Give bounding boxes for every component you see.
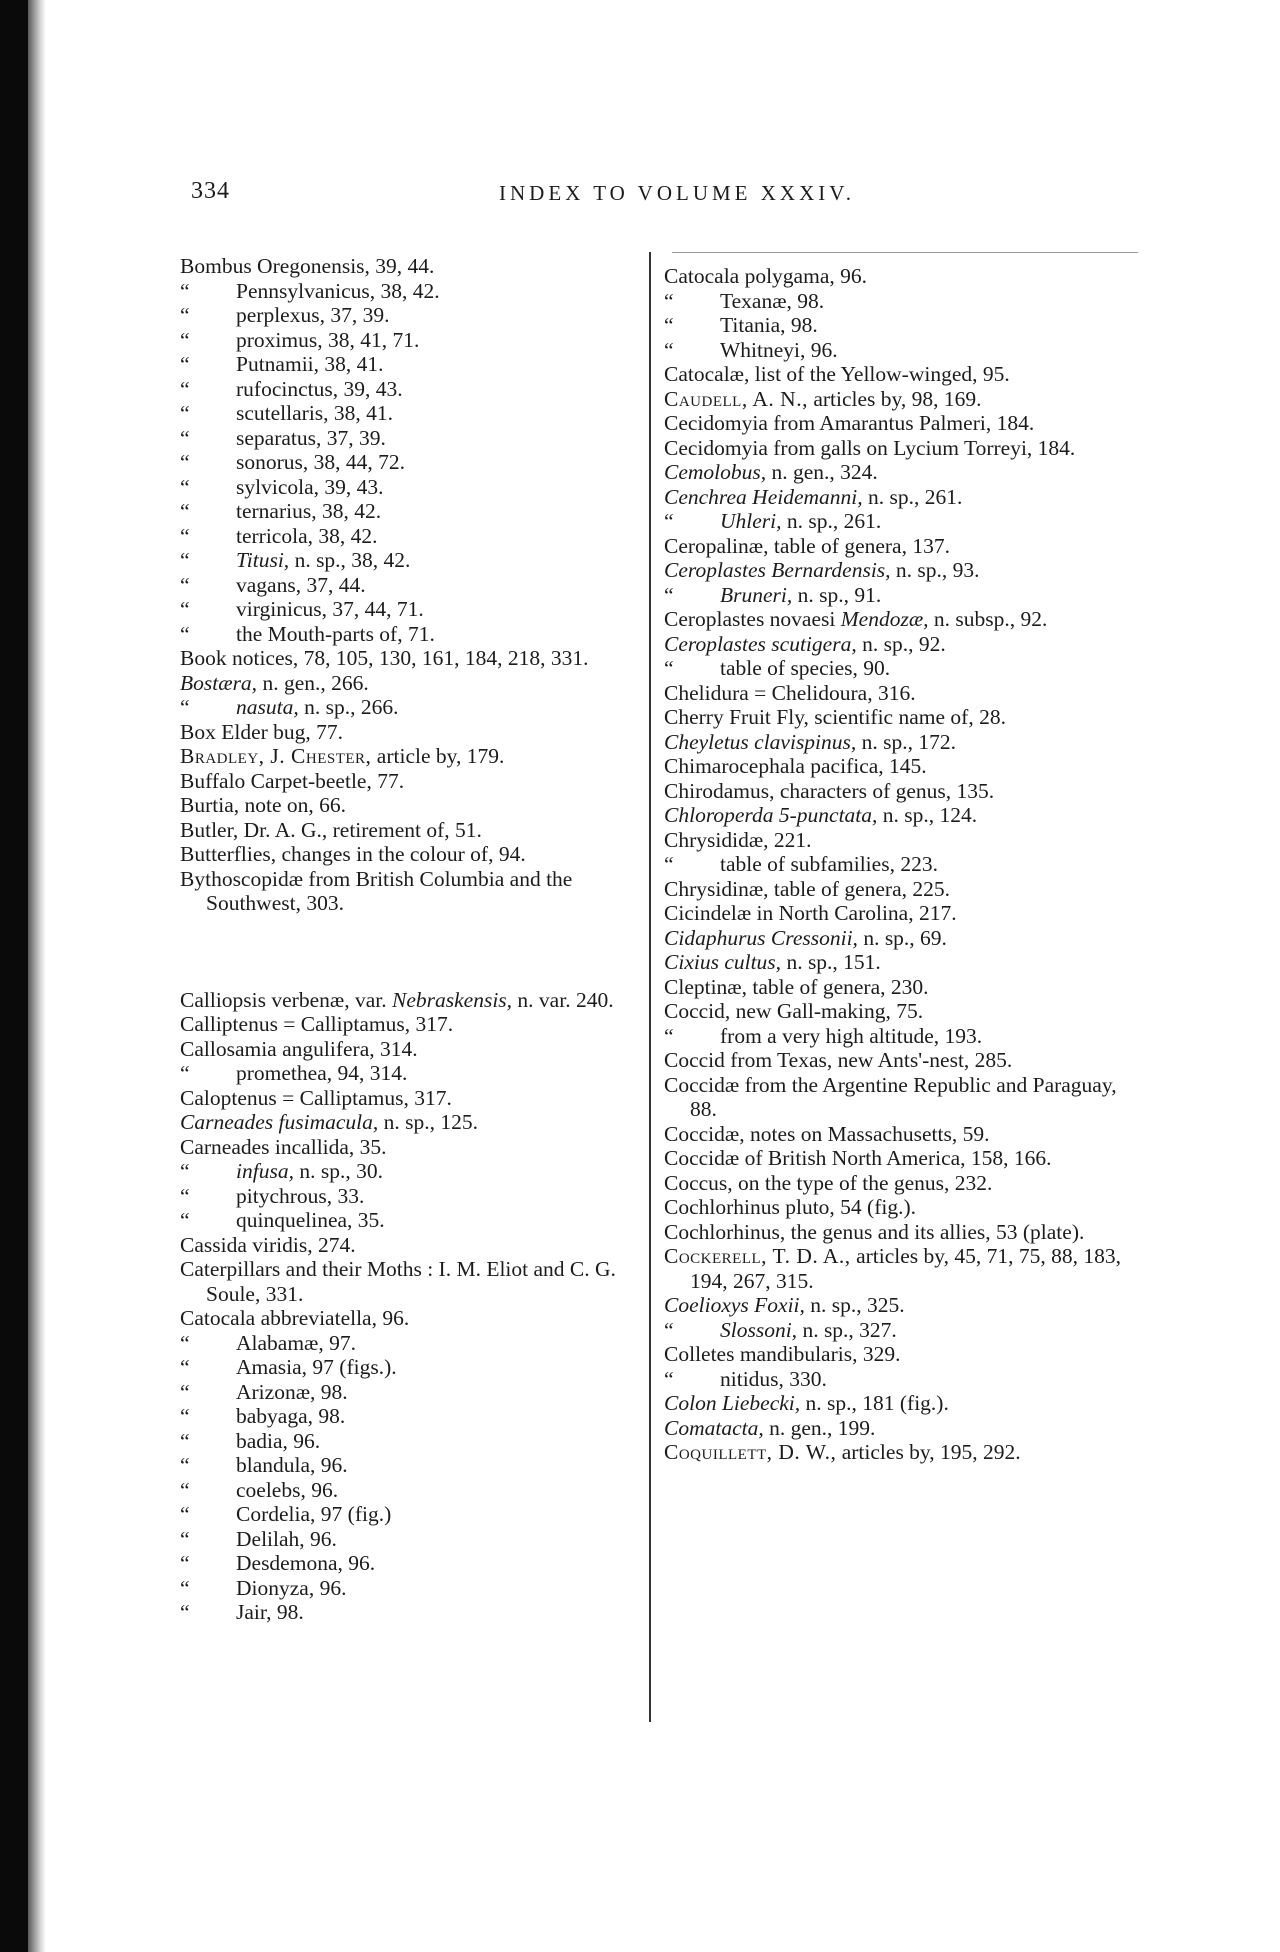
entry-text: Coccidæ from the Argentine Republic and Paraguay, 88.	[664, 1072, 1117, 1121]
italic-term: Titusi,	[236, 548, 290, 572]
entry-text: articles by, 195, 292.	[836, 1440, 1021, 1464]
index-entry	[180, 1110, 640, 1135]
entry-text: Colletes mandibularis, 329.	[664, 1342, 901, 1366]
index-entry	[664, 1220, 1140, 1245]
entry-text: separatus, 37, 39.	[236, 425, 386, 450]
ditto-mark: “	[664, 288, 674, 313]
index-subentry	[180, 1600, 640, 1625]
entry-text: Carneades incallida, 35.	[180, 1134, 387, 1159]
index-subentry	[180, 1478, 640, 1503]
index-subentry	[180, 1380, 640, 1405]
index-entry	[180, 1233, 640, 1258]
italic-term: Cheyletus clavispinus,	[664, 729, 857, 754]
index-entry	[664, 387, 1140, 412]
index-entry	[664, 926, 1140, 951]
ditto-mark: “	[664, 1366, 674, 1391]
ditto-mark: “	[180, 1183, 190, 1208]
entry-text: n. sp., 172.	[856, 729, 957, 754]
header-rule	[672, 252, 1138, 253]
index-subentry	[180, 1404, 640, 1429]
ditto-mark: “	[180, 499, 190, 523]
entry-text: Cochlorhinus, the genus and its allies, 53 (plate).	[664, 1219, 1085, 1244]
index-subentry	[180, 450, 640, 475]
entry-text: Bythoscopidæ from British Columbia and the Southwest, 303.	[180, 866, 573, 915]
ditto-mark: “	[664, 1317, 674, 1342]
italic-term: Coelioxys Foxii,	[664, 1293, 805, 1317]
entry-text: sonorus, 38, 44, 72.	[236, 450, 406, 474]
entry-text: Book notices, 78, 105, 130, 161, 184, 218, 331.	[180, 646, 589, 670]
entry-text: Cecidomyia from Amarantus Palmeri, 184.	[664, 411, 1035, 435]
entry-text: n. var. 240.	[512, 987, 614, 1012]
index-subentry	[180, 1502, 640, 1527]
entry-text: Putnamii, 38, 41.	[236, 352, 384, 376]
entry-text: terricola, 38, 42.	[236, 523, 378, 548]
index-entry	[664, 607, 1140, 632]
entry-text: Cochlorhinus pluto, 54 (fig.).	[664, 1195, 917, 1219]
entry-text: sylvicola, 39, 43.	[236, 474, 384, 499]
entry-text: the Mouth-parts of, 71.	[236, 621, 435, 646]
ditto-mark: “	[180, 376, 190, 401]
page-header	[191, 178, 1141, 218]
ditto-mark: “	[180, 1208, 190, 1232]
index-entry	[180, 1086, 640, 1111]
index-entry	[664, 779, 1140, 804]
entry-text: article by, 179.	[371, 744, 505, 768]
index-entry	[664, 999, 1140, 1024]
entry-text: Coccus, on the type of the genus, 232.	[664, 1170, 993, 1195]
entry-text: articles by, 45, 71, 75, 88, 183, 194, 267, 315.	[690, 1244, 1121, 1293]
index-subentry	[664, 1367, 1140, 1392]
index-subentry	[180, 1527, 640, 1552]
index-column-right	[664, 264, 1140, 1465]
entry-text: n. gen., 199.	[763, 1415, 876, 1440]
ditto-mark: “	[180, 1600, 190, 1624]
entry-text: Caloptenus = Calliptamus, 317.	[180, 1085, 452, 1110]
ditto-mark: “	[664, 656, 674, 680]
index-subentry	[664, 289, 1140, 314]
index-entry	[664, 877, 1140, 902]
index-subentry	[180, 1331, 640, 1356]
index-entry	[664, 632, 1140, 657]
index-entry	[664, 828, 1140, 853]
ditto-mark: “	[664, 852, 674, 876]
entry-text: babyaga, 98.	[236, 1404, 346, 1428]
entry-text: proximus, 38, 41, 71.	[236, 327, 420, 352]
index-subentry	[180, 1453, 640, 1478]
ditto-mark: “	[664, 313, 674, 337]
entry-text: articles by, 98, 169.	[807, 386, 982, 411]
entry-text: n. subsp., 92.	[928, 607, 1048, 631]
ditto-mark: “	[180, 425, 190, 450]
index-subentry	[180, 1061, 640, 1086]
index-entry	[664, 264, 1140, 289]
entry-text: n. sp., 38, 42.	[289, 548, 411, 572]
entry-text: Coccidæ of British North America, 158, 166.	[664, 1146, 1052, 1170]
entry-text: badia, 96.	[236, 1428, 321, 1453]
entry-text: n. sp., 266.	[298, 695, 399, 719]
ditto-mark: “	[180, 523, 190, 548]
index-entry	[180, 1306, 640, 1331]
index-entry	[180, 769, 640, 794]
entry-text: n. sp., 93.	[890, 558, 980, 582]
entry-text: Chelidura = Chelidoura, 316.	[664, 680, 916, 705]
index-subentry	[180, 1551, 640, 1576]
entry-text: rufocinctus, 39, 43.	[236, 376, 403, 401]
entry-text: Coccidæ, notes on Massachusetts, 59.	[664, 1121, 990, 1146]
index-entry	[664, 901, 1140, 926]
index-subentry	[180, 303, 640, 328]
ditto-mark: “	[180, 597, 190, 621]
entry-text: Caterpillars and their Moths : I. M. Eliot and C. G. Soule, 331.	[180, 1257, 616, 1306]
italic-term: Cixius cultus,	[664, 950, 782, 974]
entry-text: Dionyza, 96.	[236, 1575, 347, 1600]
italic-term: Uhleri,	[720, 509, 782, 533]
italic-term: Comatacta,	[664, 1415, 764, 1440]
index-entry	[180, 720, 640, 745]
entry-text: quinquelinea, 35.	[236, 1208, 385, 1232]
ditto-mark: “	[664, 1023, 674, 1048]
entry-text: Chrysidinæ, table of genera, 225.	[664, 876, 951, 901]
index-entry	[180, 646, 640, 671]
index-entry	[180, 671, 640, 696]
index-subentry	[180, 401, 640, 426]
entry-text: perplexus, 37, 39.	[236, 303, 390, 327]
entry-text: pitychrous, 33.	[236, 1183, 365, 1208]
entry-text: Cicindelæ in North Carolina, 217.	[664, 901, 957, 925]
index-entry	[664, 362, 1140, 387]
index-subentry	[180, 695, 640, 720]
entry-text: n. sp., 92.	[856, 631, 946, 656]
entry-text: n. sp., 124.	[877, 803, 978, 827]
entry-text: n. sp., 125.	[378, 1110, 479, 1134]
entry-text: Burtia, note on, 66.	[180, 793, 347, 817]
entry-text: n. sp., 69.	[857, 925, 947, 950]
entry-text: n. sp., 327.	[797, 1317, 897, 1342]
entry-text: Desdemona, 96.	[236, 1551, 376, 1575]
index-entry	[180, 988, 640, 1013]
index-entry	[664, 730, 1140, 755]
index-subentry	[180, 1576, 640, 1601]
index-subentry	[180, 377, 640, 402]
entry-text: blandula, 96.	[236, 1453, 348, 1477]
index-entry	[180, 793, 640, 818]
index-entry	[664, 1416, 1140, 1441]
entry-text: Calliptenus = Calliptamus, 317.	[180, 1012, 454, 1036]
entry-text: Butterflies, changes in the colour of, 94.	[180, 842, 526, 866]
entry-text: Texanæ, 98.	[720, 288, 825, 313]
entry-text: n. sp., 325.	[804, 1293, 905, 1317]
entry-text: n. gen., 266.	[257, 670, 369, 695]
index-entry	[664, 681, 1140, 706]
index-entry	[180, 1037, 640, 1062]
ditto-mark: “	[180, 572, 190, 597]
index-subentry	[180, 1208, 640, 1233]
italic-term: Mendozæ,	[840, 607, 929, 631]
index-entry	[180, 1257, 640, 1306]
italic-term: Bostæra,	[180, 670, 258, 695]
ditto-mark: “	[180, 278, 190, 303]
italic-term: Nebraskensis,	[392, 987, 513, 1012]
ditto-mark: “	[180, 548, 190, 572]
section-gap	[180, 916, 640, 988]
italic-term: Cemolobus,	[664, 460, 767, 484]
index-entry	[664, 1391, 1140, 1416]
index-subentry	[180, 1159, 640, 1184]
index-subentry	[180, 597, 640, 622]
index-subentry	[664, 656, 1140, 681]
index-entry	[664, 705, 1140, 730]
entry-text: Box Elder bug, 77.	[180, 719, 344, 744]
entry-text: Catocalæ, list of the Yellow-winged, 95.	[664, 362, 1010, 386]
ditto-mark: “	[180, 1477, 190, 1502]
italic-term: Ceroplastes Bernardensis,	[664, 558, 891, 582]
index-entry	[664, 1195, 1140, 1220]
index-subentry	[180, 548, 640, 573]
italic-term: Bruneri,	[720, 582, 793, 607]
entry-text: Alabamæ, 97.	[236, 1330, 357, 1355]
entry-text: n. gen., 324.	[766, 460, 878, 484]
entry-text: nitidus, 330.	[720, 1366, 827, 1391]
entry-text: n. sp., 181 (fig.).	[800, 1391, 949, 1415]
index-entry	[664, 1342, 1140, 1367]
ditto-mark: “	[180, 1404, 190, 1428]
index-entry	[180, 1012, 640, 1037]
index-subentry	[180, 1429, 640, 1454]
index-subentry	[180, 524, 640, 549]
index-subentry	[664, 852, 1140, 877]
entry-text: n. sp., 261.	[781, 509, 882, 533]
ditto-mark: “	[180, 1502, 190, 1526]
index-entry	[664, 754, 1140, 779]
index-entry	[664, 950, 1140, 975]
entry-text: Jair, 98.	[236, 1600, 304, 1624]
index-entry	[664, 436, 1140, 461]
entry-text: Cecidomyia from galls on Lycium Torreyi, 184.	[664, 435, 1076, 460]
index-subentry	[664, 1318, 1140, 1343]
index-entry	[180, 867, 640, 916]
index-entry	[664, 1146, 1140, 1171]
author-name: Caudell, A. N.,	[664, 386, 808, 411]
index-entry	[664, 1122, 1140, 1147]
italic-term: Ceroplastes scutigera,	[664, 631, 857, 656]
index-subentry	[180, 279, 640, 304]
entry-text: table of species, 90.	[720, 656, 891, 680]
column-divider	[649, 252, 651, 1722]
index-entry	[180, 254, 640, 279]
page-edge-shadow	[0, 0, 28, 1952]
index-subentry	[180, 1184, 640, 1209]
entry-text: n. sp., 261.	[862, 484, 963, 509]
index-subentry	[664, 509, 1140, 534]
entry-text: virginicus, 37, 44, 71.	[236, 597, 424, 621]
entry-text: Cassida viridis, 274.	[180, 1232, 356, 1257]
index-entry	[664, 1073, 1140, 1122]
ditto-mark: “	[180, 621, 190, 646]
author-name: Cockerell, T. D. A.,	[664, 1244, 851, 1268]
index-entry	[180, 842, 640, 867]
entry-text: ternarius, 38, 42.	[236, 499, 382, 523]
page-number: 334	[191, 178, 230, 204]
entry-text: Ceropalinæ, table of genera, 137.	[664, 533, 950, 558]
ditto-mark: “	[180, 474, 190, 499]
ditto-mark: “	[180, 1330, 190, 1355]
index-subentry	[180, 1355, 640, 1380]
page-edge-gradient	[28, 0, 46, 1952]
index-entry	[664, 558, 1140, 583]
entry-text: from a very high altitude, 193.	[720, 1023, 983, 1048]
index-entry	[664, 411, 1140, 436]
italic-term: Slossoni,	[720, 1317, 798, 1342]
entry-text: Titania, 98.	[720, 313, 818, 337]
ditto-mark: “	[180, 1061, 190, 1085]
entry-text: Pennsylvanicus, 38, 42.	[236, 278, 440, 303]
index-subentry	[180, 426, 640, 451]
italic-term: Colon Liebecki,	[664, 1391, 801, 1415]
index-column-left	[180, 254, 640, 1625]
entry-text: n. sp., 30.	[293, 1159, 383, 1183]
italic-term: Carneades fusimacula,	[180, 1110, 379, 1134]
italic-term: infusa,	[236, 1159, 294, 1183]
entry-text: Coccid, new Gall-making, 75.	[664, 999, 924, 1023]
index-entry	[664, 1244, 1140, 1293]
entry-text: Chrysididæ, 221.	[664, 827, 812, 852]
entry-text: vagans, 37, 44.	[236, 572, 366, 597]
ditto-mark: “	[180, 1551, 190, 1575]
entry-text: scutellaris, 38, 41.	[236, 401, 394, 425]
index-subentry	[664, 1024, 1140, 1049]
index-subentry	[180, 475, 640, 500]
entry-text: Cordelia, 97 (fig.)	[236, 1502, 392, 1526]
italic-term: nasuta,	[236, 695, 299, 719]
entry-text: Delilah, 96.	[236, 1526, 337, 1551]
entry-text: Catocala abbreviatella, 96.	[180, 1306, 410, 1330]
index-subentry	[180, 352, 640, 377]
entry-text: Calliopsis verbenæ, var.	[180, 987, 392, 1012]
index-subentry	[664, 338, 1140, 363]
ditto-mark: “	[664, 509, 674, 533]
entry-text: Cherry Fruit Fly, scientific name of, 28.	[664, 705, 1006, 729]
ditto-mark: “	[180, 1159, 190, 1183]
entry-text: table of subfamilies, 223.	[720, 852, 938, 876]
ditto-mark: “	[180, 303, 190, 327]
entry-text: Arizonæ, 98.	[236, 1379, 348, 1404]
ditto-mark: “	[664, 337, 674, 362]
entry-text: Amasia, 97 (figs.).	[236, 1355, 397, 1379]
index-entry	[180, 818, 640, 843]
ditto-mark: “	[180, 1428, 190, 1453]
ditto-mark: “	[180, 695, 190, 719]
entry-text: n. sp., 151.	[781, 950, 881, 974]
italic-term: Chloroperda 5-punctata,	[664, 803, 878, 827]
index-entry	[664, 803, 1140, 828]
ditto-mark: “	[180, 450, 190, 474]
ditto-mark: “	[180, 352, 190, 376]
ditto-mark: “	[180, 1526, 190, 1551]
entry-text: Chirodamus, characters of genus, 135.	[664, 778, 995, 803]
index-subentry	[180, 573, 640, 598]
index-entry	[664, 460, 1140, 485]
entry-text: promethea, 94, 314.	[236, 1061, 408, 1085]
ditto-mark: “	[180, 401, 190, 425]
entry-text: Cleptinæ, table of genera, 230.	[664, 974, 929, 999]
author-name: Bradley, J. Chester,	[180, 744, 372, 768]
entry-text: coelebs, 96.	[236, 1477, 339, 1502]
index-entry	[664, 534, 1140, 559]
index-subentry	[180, 499, 640, 524]
index-entry	[664, 975, 1140, 1000]
index-entry	[664, 485, 1140, 510]
ditto-mark: “	[180, 1453, 190, 1477]
index-entry	[664, 1171, 1140, 1196]
ditto-mark: “	[180, 1575, 190, 1600]
italic-term: Cenchrea Heidemanni,	[664, 484, 863, 509]
ditto-mark: “	[180, 1355, 190, 1379]
author-name: Coquillett, D. W.,	[664, 1440, 837, 1464]
index-subentry	[180, 622, 640, 647]
index-subentry	[664, 313, 1140, 338]
index-entry	[664, 1048, 1140, 1073]
entry-text: n. sp., 91.	[792, 582, 882, 607]
entry-text: Callosamia angulifera, 314.	[180, 1036, 418, 1061]
entry-text: Whitneyi, 96.	[720, 337, 838, 362]
index-entry	[664, 1440, 1140, 1465]
running-head: INDEX TO VOLUME XXXIV.	[499, 181, 855, 205]
index-subentry	[180, 328, 640, 353]
index-entry	[180, 1135, 640, 1160]
ditto-mark: “	[180, 327, 190, 352]
entry-text: Chimarocephala pacifica, 145.	[664, 754, 927, 778]
entry-text: Ceroplastes novaesi	[664, 607, 841, 631]
entry-text: Catocala polygama, 96.	[664, 264, 867, 288]
ditto-mark: “	[180, 1379, 190, 1404]
entry-text: Coccid from Texas, new Ants'-nest, 285.	[664, 1048, 1013, 1072]
entry-text: Bombus Oregonensis, 39, 44.	[180, 254, 435, 278]
italic-term: Cidaphurus Cressonii,	[664, 925, 858, 950]
index-subentry	[664, 583, 1140, 608]
entry-text: Buffalo Carpet-beetle, 77.	[180, 768, 405, 793]
index-entry	[664, 1293, 1140, 1318]
ditto-mark: “	[664, 582, 674, 607]
entry-text: Butler, Dr. A. G., retirement of, 51.	[180, 817, 482, 842]
index-entry	[180, 744, 640, 769]
